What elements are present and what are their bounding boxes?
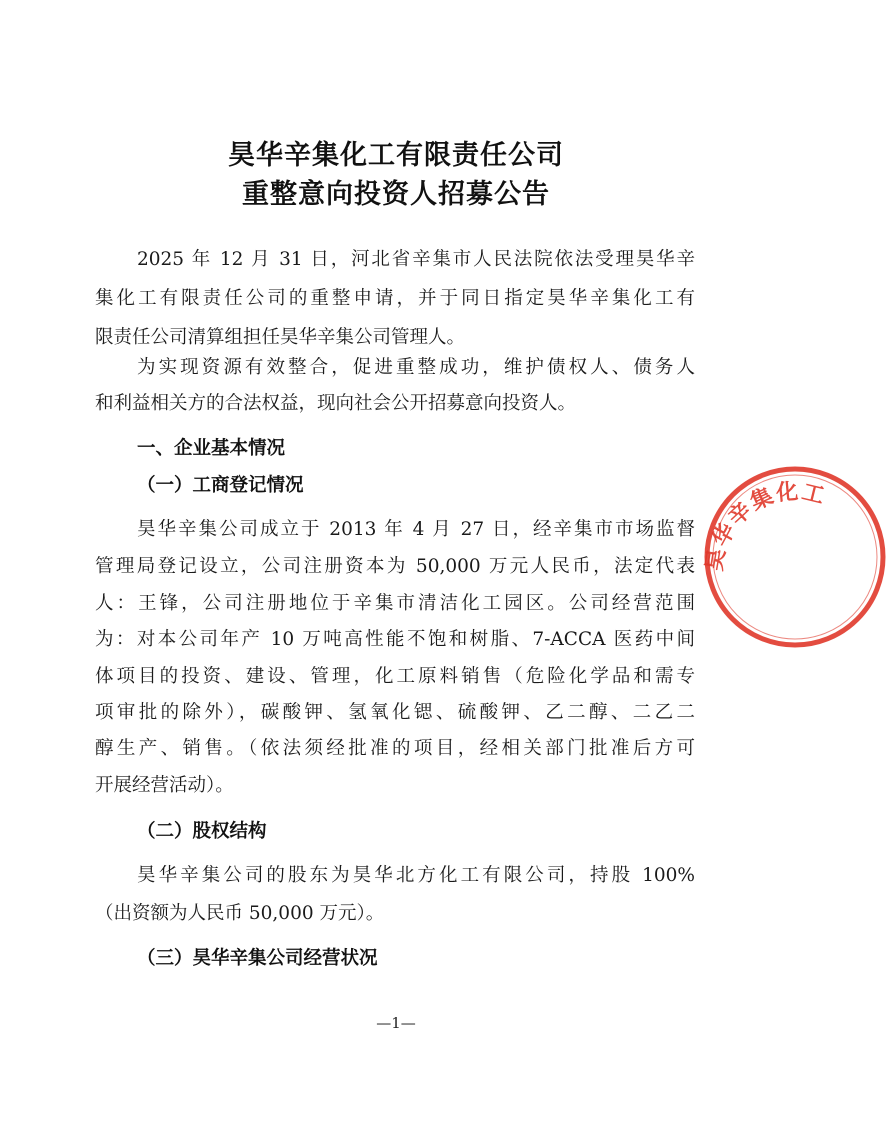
- subsection-heading: （二）股权结构: [137, 821, 267, 842]
- paragraph-line: 管理局登记设立，公司注册资本为 50,000 万元人民币，法定代表: [95, 556, 695, 577]
- subsection-heading: （一）工商登记情况: [137, 475, 304, 496]
- paragraph-line: 项审批的除外），碳酸钾、氢氧化锶、硫酸钾、乙二醇、二乙二: [95, 702, 695, 723]
- paragraph-line: 醇生产、销售。（依法须经批准的项目，经相关部门批准后方可: [95, 738, 695, 759]
- section-heading: 一、企业基本情况: [137, 438, 286, 459]
- paragraph-line: 2025 年 12 月 31 日，河北省辛集市人民法院依法受理昊华辛: [137, 249, 695, 270]
- official-seal-stamp: [700, 462, 890, 652]
- paragraph-line: 为：对本公司年产 10 万吨高性能不饱和树脂、7-ACCA 医药中间: [95, 629, 695, 650]
- paragraph-line: 人：王锋，公司注册地位于辛集市清洁化工园区。公司经营范围: [95, 593, 695, 614]
- paragraph-line: 昊华辛集公司的股东为昊华北方化工有限公司，持股 100%: [137, 865, 695, 886]
- paragraph-line: 体项目的投资、建设、管理，化工原料销售（危险化学品和需专: [95, 666, 695, 687]
- svg-text:昊华辛集化工: [702, 479, 828, 573]
- paragraph-line: 和利益相关方的合法权益，现向社会公开招募意向投资人。: [95, 393, 577, 414]
- document-title-line2: 重整意向投资人招募公告: [242, 179, 550, 210]
- seal-text: 昊华辛集化工: [702, 479, 829, 573]
- subsection-heading: （三）昊华辛集公司经营状况: [137, 948, 378, 969]
- paragraph-line: 为实现资源有效整合，促进重整成功，维护债权人、债务人: [137, 357, 695, 378]
- document-title-line1: 昊华辛集化工有限责任公司: [228, 140, 564, 171]
- paragraph-line: 限责任公司清算组担任昊华辛集公司管理人。: [95, 327, 466, 348]
- paragraph-line: （出资额为人民币 50,000 万元）。: [95, 903, 385, 924]
- paragraph-line: 集化工有限责任公司的重整申请，并于同日指定昊华辛集化工有: [95, 288, 695, 309]
- paragraph-line: 开展经营活动）。: [95, 775, 234, 796]
- paragraph-line: 昊华辛集公司成立于 2013 年 4 月 27 日，经辛集市市场监督: [137, 519, 695, 540]
- page-number: —1—: [376, 1014, 416, 1032]
